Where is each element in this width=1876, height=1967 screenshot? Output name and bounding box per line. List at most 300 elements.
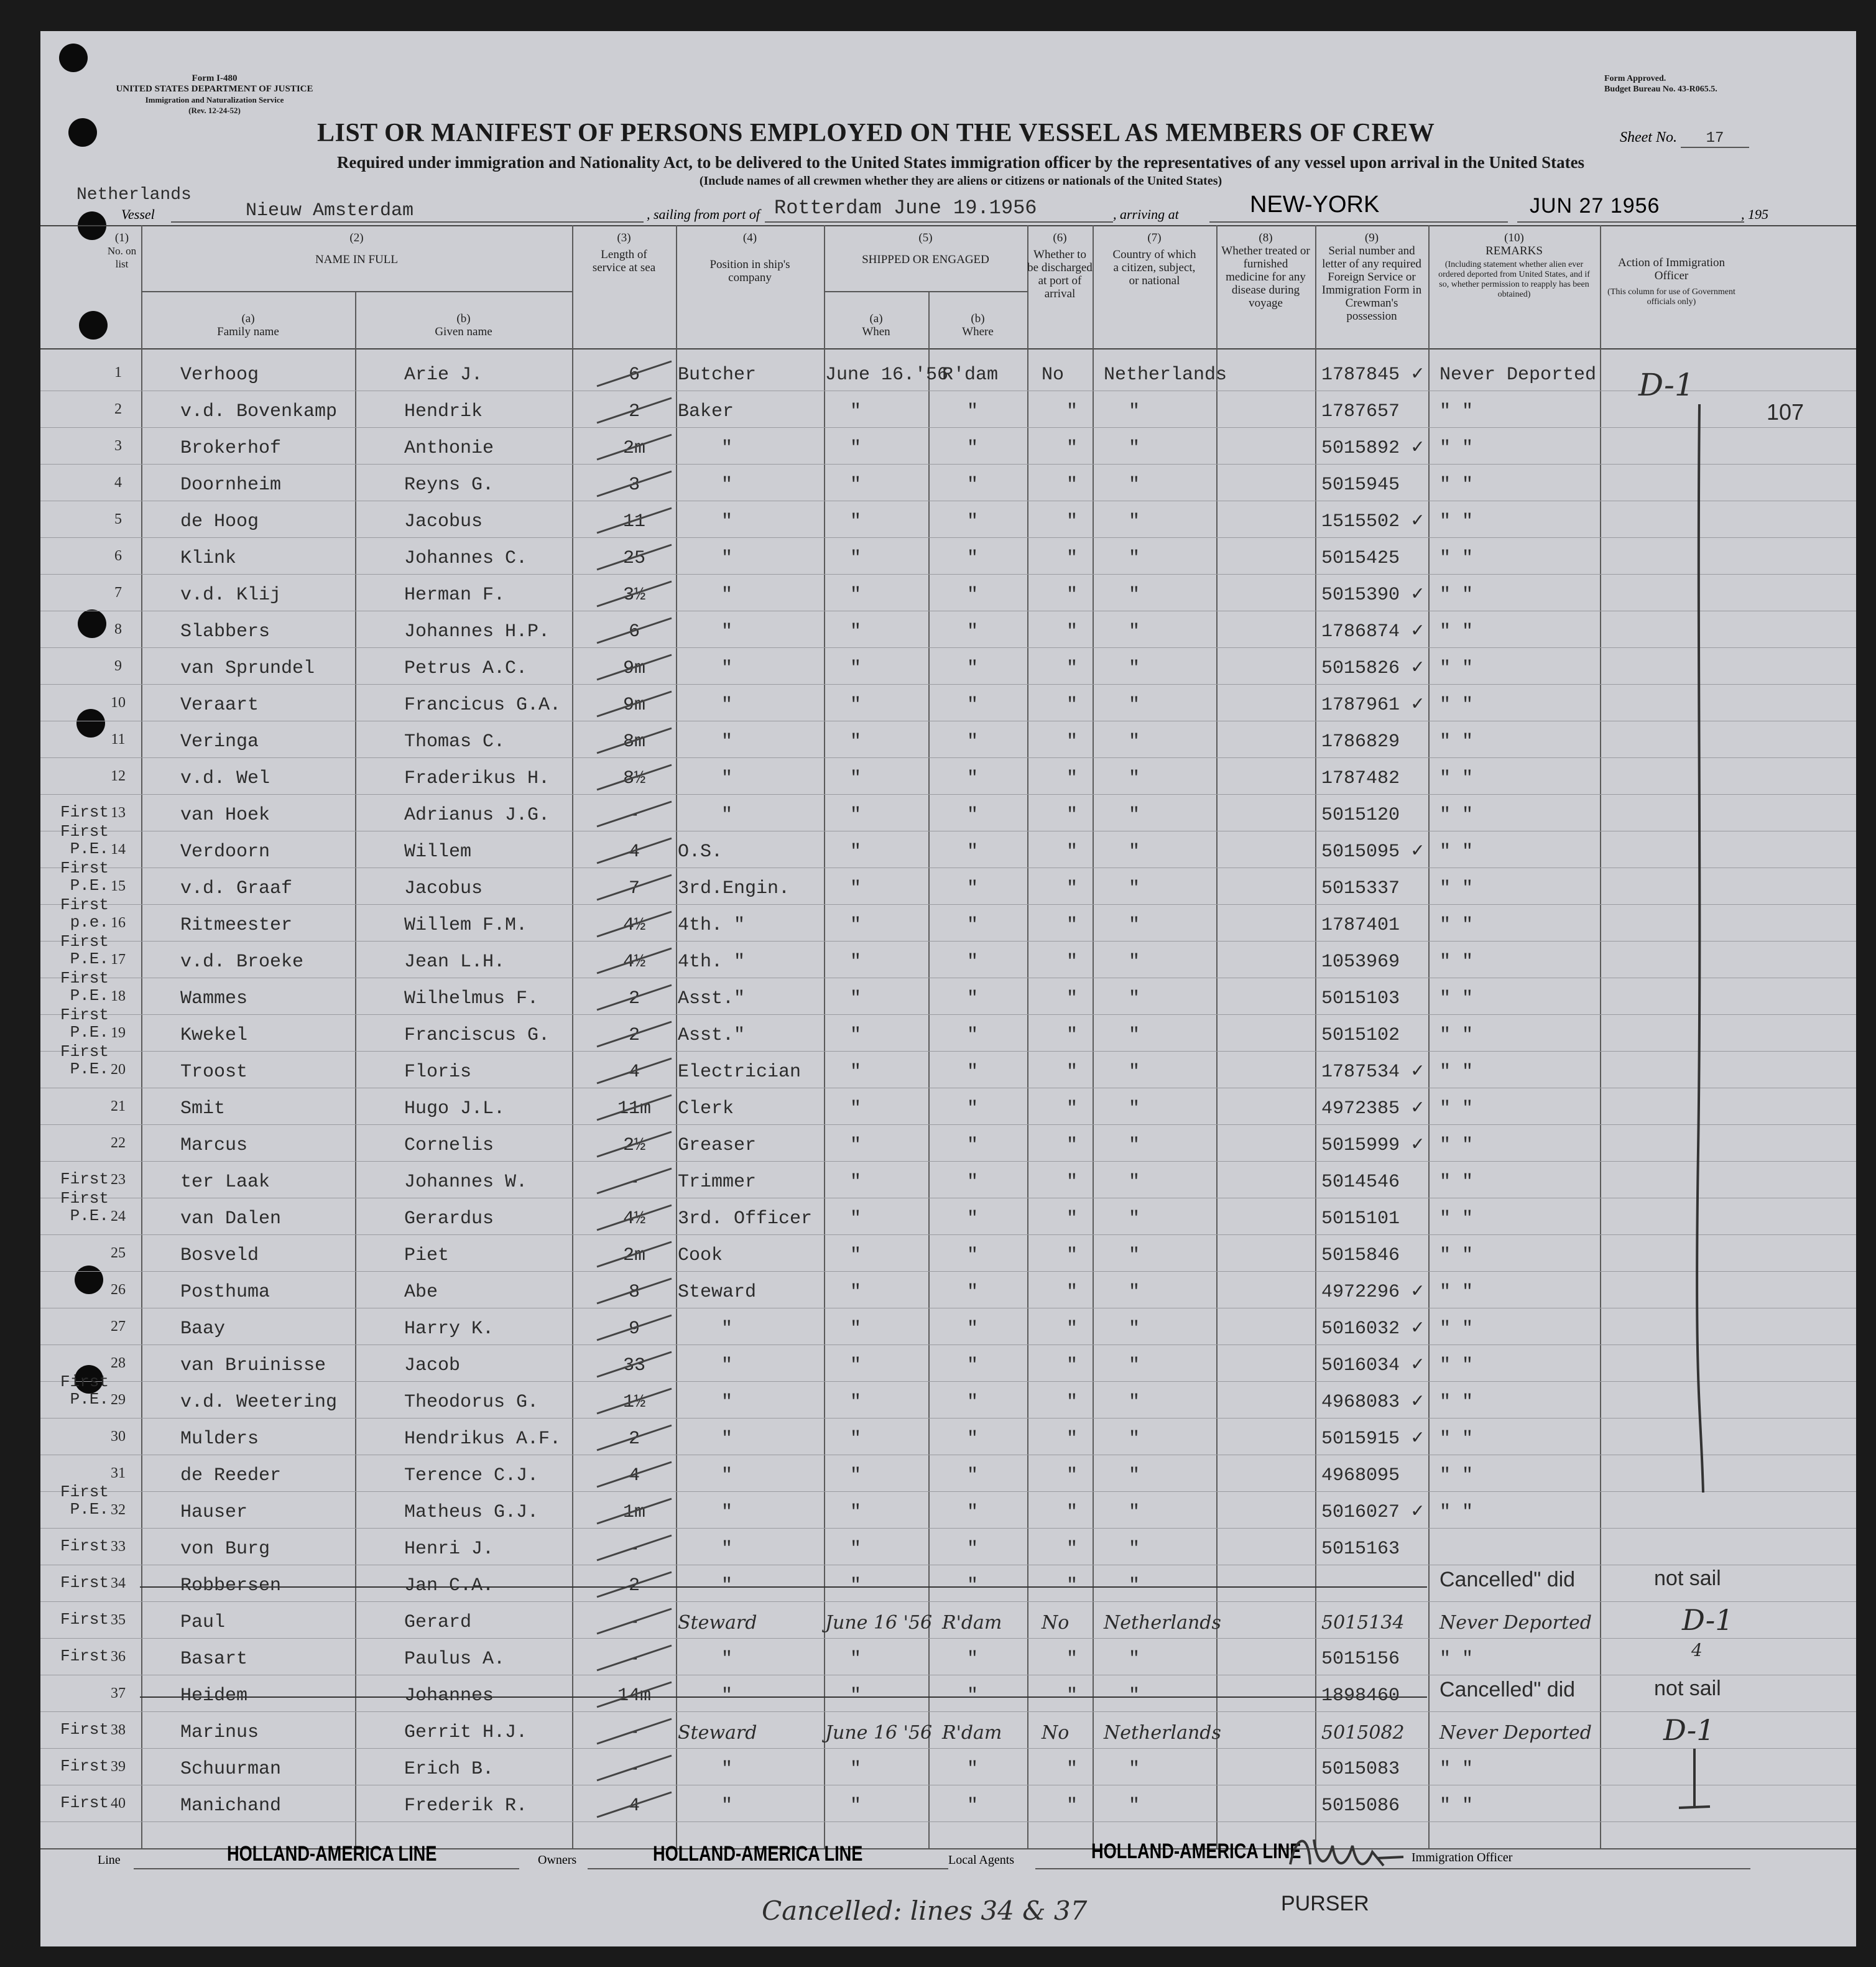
cell-position: " — [721, 585, 733, 606]
vessel-underline — [171, 221, 644, 223]
cell-service: - — [628, 805, 640, 826]
row-number: 7 — [114, 585, 122, 601]
cell-serial: 5015846 — [1321, 1245, 1400, 1266]
table-row — [40, 822, 1856, 868]
service-slash-mark — [594, 578, 675, 609]
cell-discharged: " — [1066, 1208, 1078, 1229]
service-slash-mark — [594, 1496, 675, 1527]
cell-family: van Bruinisse — [180, 1355, 326, 1376]
cell-service: 2½ — [622, 1135, 645, 1156]
cell-when: " — [850, 1208, 862, 1229]
row-number: 37 — [111, 1685, 126, 1701]
cell-position: " — [721, 511, 733, 532]
cell-family: Verdoorn — [180, 841, 270, 863]
cell-discharged: No — [1042, 364, 1065, 386]
cell-family: Hauser — [180, 1502, 248, 1523]
cell-when: " — [850, 1759, 862, 1780]
cell-country: " — [1129, 1575, 1140, 1596]
cell-when: " — [850, 988, 862, 1009]
cell-family: Robbersen — [180, 1575, 282, 1596]
cell-family: Schuurman — [180, 1759, 282, 1780]
cell-position: 4th. " — [678, 951, 746, 973]
check-mark: ✓ — [1412, 583, 1424, 606]
department: UNITED STATES DEPARTMENT OF JUSTICE — [116, 84, 313, 94]
cell-discharged: " — [1066, 1502, 1078, 1523]
cell-country: " — [1129, 1318, 1140, 1340]
cell-service: - — [628, 1759, 640, 1780]
cell-position: " — [721, 1685, 733, 1706]
cell-position: Electrician — [678, 1062, 802, 1083]
row-number: 33 — [111, 1539, 126, 1555]
cell-serial: 1787657 — [1321, 401, 1400, 422]
side-number: 107 — [1767, 399, 1804, 425]
cell-when: " — [850, 585, 862, 606]
cell-remarks: " " — [1439, 621, 1474, 642]
table-row — [40, 1675, 1856, 1712]
cell-country: " — [1129, 1135, 1140, 1156]
service-slash-mark — [594, 1532, 675, 1563]
cell-serial: 4972296 — [1321, 1282, 1400, 1303]
service-slash-mark — [594, 1789, 675, 1820]
col-label: No. on list — [107, 245, 137, 270]
check-mark: ✓ — [1412, 1500, 1424, 1523]
cell-position: " — [721, 1392, 733, 1413]
cell-serial: 1787534 — [1321, 1062, 1400, 1083]
table-row — [40, 1565, 1856, 1602]
service-slash-mark — [594, 1752, 675, 1784]
col-position-header — [676, 231, 824, 284]
cell-discharged: " — [1066, 1282, 1078, 1303]
row-prefix: First P.E. — [60, 1483, 109, 1519]
cell-where: " — [967, 768, 979, 789]
cell-family: Bosveld — [180, 1245, 259, 1266]
cell-service: 8m — [622, 731, 645, 752]
owners-underline — [588, 1868, 948, 1869]
cell-family: Troost — [180, 1062, 248, 1083]
check-mark: ✓ — [1412, 693, 1424, 716]
col-label: Action of Immigration Officer — [1617, 256, 1726, 282]
cell-country: " — [1129, 1392, 1140, 1413]
row-number: 34 — [111, 1575, 126, 1591]
cell-where: " — [967, 548, 979, 569]
cell-position: Asst." — [678, 1025, 746, 1046]
cell-remarks: " " — [1439, 1649, 1474, 1670]
cell-country: " — [1129, 988, 1140, 1009]
cell-service: 9m — [622, 658, 645, 679]
row-number: 23 — [111, 1172, 126, 1188]
cell-family: Wammes — [180, 988, 248, 1009]
cell-position: Baker — [678, 401, 734, 422]
cell-position: " — [721, 658, 733, 679]
row-number: 13 — [111, 805, 126, 821]
row-prefix: First — [60, 803, 109, 822]
cell-service: 4½ — [622, 1208, 645, 1229]
col-country-header — [1093, 231, 1216, 287]
service-slash-mark — [594, 1349, 675, 1380]
cell-service: 8½ — [622, 768, 645, 789]
cell-family: Mulders — [180, 1428, 259, 1450]
check-mark: ✓ — [1412, 656, 1424, 679]
col-label: Position in ship's company — [709, 258, 790, 284]
table-row — [40, 648, 1856, 685]
revision: (Rev. 12-24-52) — [188, 106, 241, 115]
sheet-number — [1620, 129, 1749, 148]
table-row — [40, 1749, 1856, 1785]
cell-where: " — [967, 401, 979, 422]
cell-serial: 4972385 — [1321, 1098, 1400, 1119]
service-slash-mark — [594, 798, 675, 830]
cell-where: " — [967, 1355, 979, 1376]
arriving-port: NEW-YORK — [1250, 192, 1380, 218]
service-slash-mark — [594, 395, 675, 426]
cell-position: " — [721, 1649, 733, 1670]
row-number: 39 — [111, 1759, 126, 1775]
cell-when: " — [850, 1355, 862, 1376]
cell-remarks: " " — [1439, 1355, 1474, 1376]
officer-mark: 4 — [1691, 1640, 1703, 1660]
cell-given: Matheus G.J. — [404, 1502, 539, 1523]
row-number: 3 — [114, 438, 122, 454]
service-slash-mark — [594, 945, 675, 976]
cell-where: " — [967, 1539, 979, 1560]
cell-given: Jacobus — [404, 878, 483, 899]
service-slash-mark — [594, 1716, 675, 1747]
cell-where: " — [967, 988, 979, 1009]
cell-remarks: " " — [1439, 1098, 1474, 1119]
vessel-label: Vessel — [121, 206, 155, 222]
cell-when: " — [850, 658, 862, 679]
line-label: Line — [98, 1853, 121, 1867]
row-number: 40 — [111, 1795, 126, 1812]
row-prefix: First P.E. — [60, 822, 109, 858]
col-label: NAME IN FULL — [315, 253, 398, 266]
check-mark: ✓ — [1412, 1096, 1424, 1119]
cell-given: Fraderikus H. — [404, 768, 550, 789]
check-mark: ✓ — [1412, 1390, 1424, 1413]
cell-country: " — [1129, 731, 1140, 752]
cell-country: " — [1129, 474, 1140, 496]
cell-position: Asst." — [678, 988, 746, 1009]
row-number: 36 — [111, 1649, 126, 1665]
cell-position: " — [721, 1428, 733, 1450]
row-prefix: First — [60, 1537, 109, 1555]
service-slash-mark — [594, 468, 675, 499]
row-number: 18 — [111, 988, 126, 1004]
cell-remarks: " " — [1439, 768, 1474, 789]
cell-discharged: " — [1066, 768, 1078, 789]
cell-service: 8 — [628, 1282, 640, 1303]
cell-given: Adrianus J.G. — [404, 805, 550, 826]
nationality: Netherlands — [76, 185, 192, 205]
cell-service: 4 — [628, 1465, 640, 1486]
cell-position: 4th. " — [678, 915, 746, 936]
cell-service: 2 — [628, 1025, 640, 1046]
cell-serial: 5016034 — [1321, 1355, 1400, 1376]
table-row — [40, 1272, 1856, 1308]
col-label: Whether treated or furnished medicine for any disease during voyage — [1221, 244, 1310, 310]
cell-serial: 5015101 — [1321, 1208, 1400, 1229]
cell-where: R'dam — [942, 1722, 1002, 1744]
cell-when: " — [850, 1062, 862, 1083]
cell-when: " — [850, 1649, 862, 1670]
cell-country: " — [1129, 401, 1140, 422]
cell-country: " — [1129, 1685, 1140, 1706]
service-slash-mark — [594, 872, 675, 903]
cell-position: " — [721, 1575, 733, 1596]
cell-remarks: " " — [1439, 438, 1474, 459]
check-mark: ✓ — [1412, 1317, 1424, 1340]
row-number: 19 — [111, 1025, 126, 1041]
row-number: 5 — [114, 511, 122, 527]
table-row — [40, 611, 1856, 648]
cell-serial: 5015120 — [1321, 805, 1400, 826]
cell-position: " — [721, 805, 733, 826]
row-number: 28 — [111, 1355, 126, 1371]
table-row — [40, 685, 1856, 721]
cell-where: " — [967, 1172, 979, 1193]
cell-country: " — [1129, 768, 1140, 789]
cell-country: " — [1129, 1282, 1140, 1303]
row-prefix: First P.E. — [60, 1042, 109, 1078]
cell-remarks: " " — [1439, 695, 1474, 716]
cell-family: Marcus — [180, 1135, 248, 1156]
cell-where: " — [967, 438, 979, 459]
cell-discharged: " — [1066, 1685, 1078, 1706]
cell-where: " — [967, 1245, 979, 1266]
cell-remarks: " " — [1439, 805, 1474, 826]
cell-remarks: " " — [1439, 1062, 1474, 1083]
purser-label: PURSER — [1281, 1892, 1369, 1915]
cell-serial: 5015945 — [1321, 474, 1400, 496]
cell-service: 1½ — [622, 1392, 645, 1413]
row-number: 9 — [114, 658, 122, 674]
cell-discharged: " — [1066, 1465, 1078, 1486]
table-row — [40, 1372, 1856, 1419]
row-number: 29 — [111, 1392, 126, 1408]
service-slash-mark — [594, 1239, 675, 1270]
cell-where: " — [967, 585, 979, 606]
cell-remarks: " " — [1439, 1172, 1474, 1193]
cell-serial: 5015999 — [1321, 1135, 1400, 1156]
col-where-header: (b) Where — [962, 312, 994, 338]
owners-name: HOLLAND-AMERICA LINE — [653, 1842, 863, 1866]
cell-position: " — [721, 1355, 733, 1376]
cell-country: " — [1129, 1502, 1140, 1523]
cell-country: " — [1129, 1355, 1140, 1376]
cell-service: 11m — [617, 1098, 651, 1119]
table-row — [40, 932, 1856, 978]
cell-discharged: " — [1066, 1759, 1078, 1780]
cell-discharged: " — [1066, 1098, 1078, 1119]
col-shipped-header — [824, 231, 1027, 266]
cell-country: " — [1129, 1025, 1140, 1046]
arriving-underline — [1209, 221, 1508, 223]
cell-service: 2 — [628, 1428, 640, 1450]
cell-service: 4 — [628, 1795, 640, 1817]
cell-serial: 5016027 — [1321, 1502, 1400, 1523]
cell-serial: 1786874 — [1321, 621, 1400, 642]
table-row — [40, 1042, 1856, 1088]
cell-position: " — [721, 731, 733, 752]
cell-when: " — [850, 1685, 862, 1706]
service-slash-mark — [594, 1019, 675, 1050]
col-given-header: (b) Given name — [435, 312, 492, 338]
line-underline — [134, 1868, 519, 1869]
check-mark: ✓ — [1412, 1133, 1424, 1156]
cell-when: " — [850, 951, 862, 973]
cell-discharged: " — [1066, 1062, 1078, 1083]
port-underline — [765, 221, 1113, 223]
row-number: 26 — [111, 1282, 126, 1298]
cell-country: " — [1129, 1649, 1140, 1670]
cell-where: " — [967, 951, 979, 973]
row-prefix: First p.e. — [60, 896, 109, 932]
cell-when: " — [850, 1135, 862, 1156]
cell-discharged: " — [1066, 1135, 1078, 1156]
cell-service: 4½ — [622, 915, 645, 936]
cell-service: 25 — [622, 548, 645, 569]
cell-service: 6 — [628, 621, 640, 642]
cell-given: Jean L.H. — [404, 951, 506, 973]
cell-family: v.d. Wel — [180, 768, 270, 789]
cell-position: O.S. — [678, 841, 723, 863]
cell-discharged: " — [1066, 1392, 1078, 1413]
cell-remarks: " " — [1439, 585, 1474, 606]
cell-when: " — [850, 1575, 862, 1596]
cell-country: " — [1129, 1465, 1140, 1486]
cell-discharged: " — [1066, 841, 1078, 863]
col-num: (6) — [1053, 231, 1067, 244]
cell-position: Steward — [678, 1612, 757, 1634]
cell-remarks: " " — [1439, 1759, 1474, 1780]
cell-when: June 16.'56 — [825, 364, 949, 386]
name-header-split — [141, 291, 572, 292]
cell-position: " — [721, 1465, 733, 1486]
cell-remarks: " " — [1439, 511, 1474, 532]
table-row — [40, 391, 1856, 428]
col-remarks-header — [1428, 231, 1600, 300]
cell-family: van Dalen — [180, 1208, 282, 1229]
cell-serial: 5015102 — [1321, 1025, 1400, 1046]
cell-family: v.d. Graaf — [180, 878, 293, 899]
cell-service: - — [628, 1612, 640, 1633]
row-number: 31 — [111, 1465, 126, 1481]
cell-given: Hendrik — [404, 401, 483, 422]
cell-serial: 5016032 — [1321, 1318, 1400, 1340]
service-slash-mark — [594, 688, 675, 720]
service-slash-mark — [594, 1275, 675, 1307]
cell-serial: 4968083 — [1321, 1392, 1400, 1413]
cell-country: " — [1129, 548, 1140, 569]
cell-where: " — [967, 1795, 979, 1817]
service: Immigration and Naturalization Service — [145, 95, 284, 104]
officer-mark-d1: D-1 — [1663, 1713, 1715, 1747]
table-row — [40, 1602, 1856, 1639]
cell-position: " — [721, 1539, 733, 1560]
not-sail-mark: not sail — [1654, 1567, 1721, 1590]
cell-remarks: " " — [1439, 731, 1474, 752]
service-slash-mark — [594, 542, 675, 573]
cell-given: Gerardus — [404, 1208, 494, 1229]
cell-discharged: " — [1066, 511, 1078, 532]
cell-country: " — [1129, 1098, 1140, 1119]
row-number: 15 — [111, 878, 126, 894]
strike-line — [140, 1696, 1427, 1698]
row-prefix: First — [60, 1170, 109, 1188]
cell-family: de Hoog — [180, 511, 259, 532]
cell-given: Harry K. — [404, 1318, 494, 1340]
cell-country: " — [1129, 1062, 1140, 1083]
col-num: (3) — [617, 231, 631, 244]
service-slash-mark — [594, 1569, 675, 1600]
col-num: (4) — [742, 231, 757, 244]
cell-where: " — [967, 1318, 979, 1340]
cell-where: " — [967, 878, 979, 899]
service-slash-mark — [594, 615, 675, 646]
punch-hole — [59, 44, 88, 72]
cell-serial: 5015163 — [1321, 1539, 1400, 1560]
row-prefix: First P.E. — [60, 932, 109, 968]
cell-remarks: " " — [1439, 1428, 1474, 1450]
table-row — [40, 1483, 1856, 1529]
cell-remarks: " " — [1439, 1795, 1474, 1817]
cell-where: " — [967, 1208, 979, 1229]
col-num: (10) — [1504, 231, 1524, 244]
cell-where: " — [967, 474, 979, 496]
cell-country: " — [1129, 1208, 1140, 1229]
row-number: 25 — [111, 1245, 126, 1261]
cell-family: Marinus — [180, 1722, 259, 1743]
cell-when: " — [850, 1428, 862, 1450]
cell-given: Gerrit H.J. — [404, 1722, 528, 1743]
service-slash-mark — [594, 652, 675, 683]
cell-service: - — [628, 1649, 640, 1670]
cell-when: " — [850, 1318, 862, 1340]
cell-service: 9 — [628, 1318, 640, 1340]
cell-serial: 5015086 — [1321, 1795, 1400, 1817]
cell-given: Gerard — [404, 1612, 472, 1633]
cell-discharged: " — [1066, 1025, 1078, 1046]
col-label: Serial number and letter of any required Foreign Service or Immigration Form in Crewman's possession — [1321, 244, 1422, 323]
row-number: 8 — [114, 621, 122, 637]
table-header-bottom — [40, 348, 1856, 349]
cell-given: Abe — [404, 1282, 438, 1303]
cell-discharged: " — [1066, 731, 1078, 752]
cell-serial: 5015826 — [1321, 658, 1400, 679]
cell-family: v.d. Bovenkamp — [180, 401, 338, 422]
cell-discharged: " — [1066, 621, 1078, 642]
cell-remarks: " " — [1439, 1208, 1474, 1229]
cell-where: " — [967, 658, 979, 679]
cell-remarks: " " — [1439, 1282, 1474, 1303]
cell-family: van Hoek — [180, 805, 270, 826]
arrival-date: JUN 27 1956 — [1530, 194, 1660, 218]
cell-family: Doornheim — [180, 474, 282, 496]
row-number: 17 — [111, 951, 126, 968]
cell-family: v.d. Broeke — [180, 951, 304, 973]
cell-country: " — [1129, 438, 1140, 459]
row-prefix: First — [60, 1647, 109, 1665]
cell-serial: 1515502 — [1321, 511, 1400, 532]
cell-where: " — [967, 731, 979, 752]
cell-family: van Sprundel — [180, 658, 315, 679]
cell-discharged: " — [1066, 658, 1078, 679]
cell-remarks: " " — [1439, 988, 1474, 1009]
col-serial-header — [1315, 231, 1428, 323]
table-row — [40, 465, 1856, 501]
cell-remarks: Never Deported — [1439, 364, 1597, 386]
table-row — [40, 1189, 1856, 1235]
